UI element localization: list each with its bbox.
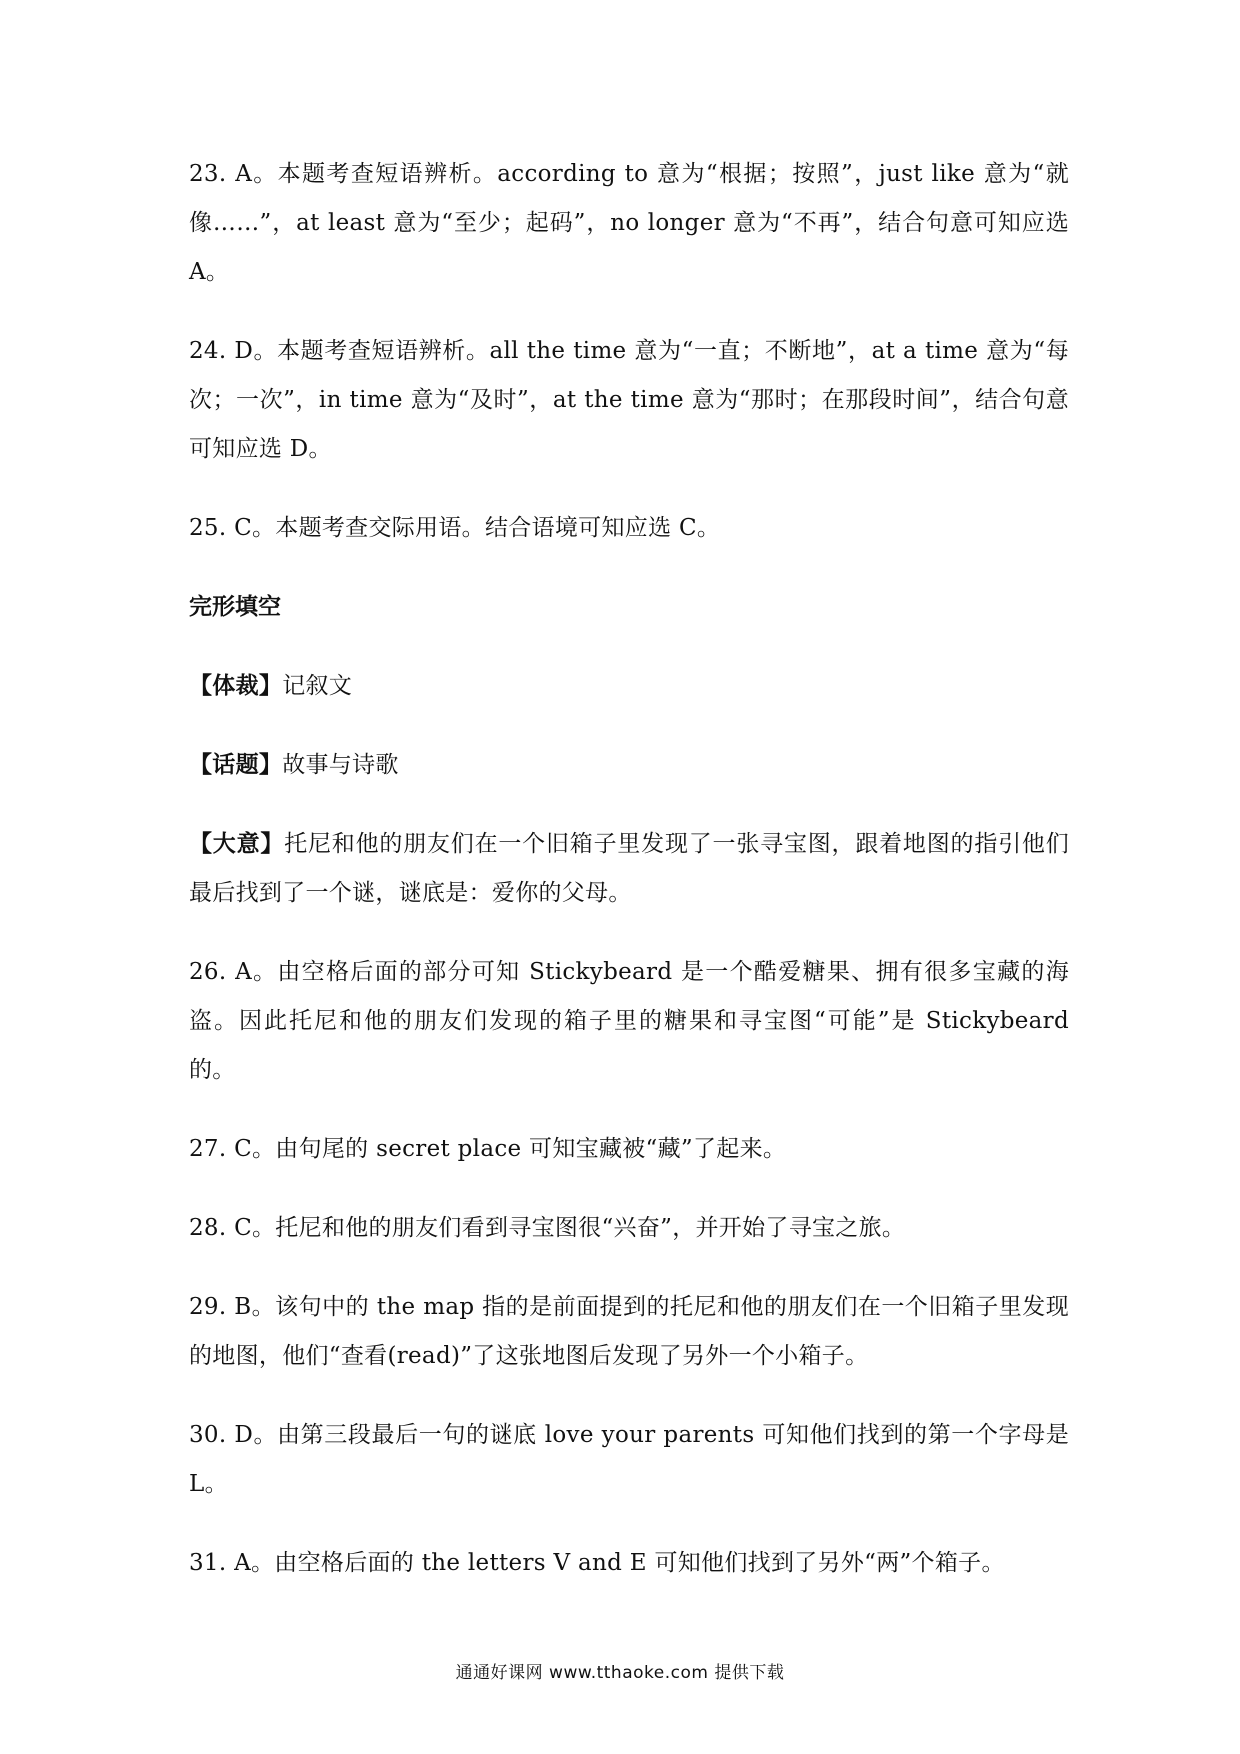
summary-tag: 【大意】 [189,831,285,857]
genre-value: 记叙文 [282,673,353,699]
summary-value: 托尼和他的朋友们在一个旧箱子里发现了一张寻宝图，跟着地图的指引他们最后找到了一个谜，谜底是：爱你的父母。 [189,831,1070,906]
genre-line [189,662,1069,711]
document-page [189,150,1069,1618]
answer-28: 28. C。托尼和他的朋友们看到寻宝图很“兴奋”，并开始了寻宝之旅。 [189,1215,906,1241]
answer-31: 31. A。由空格后面的 the letters V and E 可知他们找到了另外“两”个箱子。 [189,1550,1005,1576]
genre-tag: 【体裁】 [189,673,283,699]
topic-value: 故事与诗歌 [282,752,399,778]
answer-23: 23. A。本题考查短语辨析。according to 意为“根据；按照”，just like 意为“就像……”，at least 意为“至少；起码”，no longer 意为“不再”，结合句意可知应选 A。 [189,161,1069,285]
topic-tag: 【话题】 [189,752,283,778]
answer-26: 26. A。由空格后面的部分可知 Stickybeard 是一个酷爱糖果、拥有很多宝藏的海盗。因此托尼和他的朋友们发现的箱子里的糖果和寻宝图“可能”是 Stickybeard 的。 [189,959,1069,1083]
page-footer: 通通好课网 www.tthaoke.com 提供下载 [455,1663,785,1683]
answer-25: 25. C。本题考查交际用语。结合语境可知应选 C。 [189,515,721,541]
answer-27: 27. C。由句尾的 secret place 可知宝藏被“藏”了起来。 [189,1136,787,1162]
answer-30: 30. D。由第三段最后一句的谜底 love your parents 可知他们找到的第一个字母是 L。 [189,1422,1069,1497]
topic-line [189,741,1069,790]
section-title: 完形填空 [189,594,281,620]
answer-24: 24. D。本题考查短语辨析。all the time 意为“一直；不断地”，at a time 意为“每次；一次”，in time 意为“及时”，at the time 意为“那时；在那段时间”，结合句意可知应选 D。 [189,338,1069,462]
answer-29: 29. B。该句中的 the map 指的是前面提到的托尼和他的朋友们在一个旧箱子里发现的地图，他们“查看(read)”了这张地图后发现了另外一个小箱子。 [189,1294,1069,1369]
summary-line [189,820,1069,918]
